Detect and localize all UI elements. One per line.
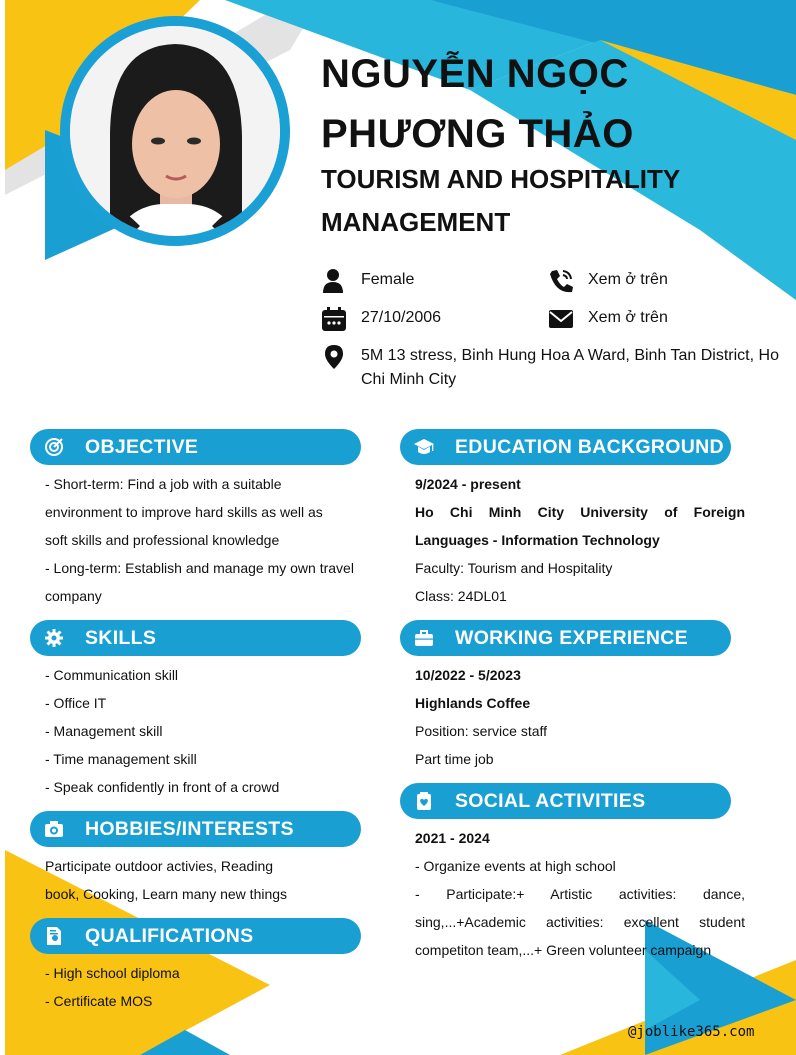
experience-period: 10/2022 - 5/2023 (415, 667, 521, 683)
social-body (415, 824, 745, 964)
birthday-text: 27/10/2006 (361, 309, 442, 326)
objective-line: - Long-term: Establish and manage my own travel (45, 560, 354, 576)
experience-header (400, 620, 731, 656)
birthday-row (321, 306, 541, 332)
education-school: Ho Chi Minh City University of Foreign Languages - Information Technology (415, 504, 745, 548)
job-title (321, 158, 781, 244)
objective-body (45, 470, 365, 610)
social-period: 2021 - 2024 (415, 830, 490, 846)
envelope-icon (548, 306, 574, 332)
hobbies-line: Participate outdoor activies, Reading (45, 858, 274, 874)
skills-list (45, 661, 365, 801)
education-body (415, 470, 745, 610)
social-line: - Participate:+ Artistic activities: dance, sing,...+Academic activities: excellent student competiton team,...+ Green volunteer campaign (415, 886, 745, 958)
objective-line: soft skills and professional knowledge (45, 532, 280, 548)
camera-icon (44, 819, 64, 839)
experience-position: Position: service staff (415, 723, 548, 739)
education-header (400, 429, 731, 465)
qualifications-heading: QUALIFICATIONS (85, 925, 254, 947)
name-line-2: PHƯƠNG THẢO (321, 112, 634, 156)
experience-type: Part time job (415, 751, 494, 767)
hobbies-header (30, 811, 361, 847)
experience-company: Highlands Coffee (415, 695, 531, 711)
title-line-1: TOURISM AND HOSPITALITY (321, 164, 681, 194)
gear-icon (44, 628, 64, 648)
social-header (400, 783, 731, 819)
email-text: Xem ở trên (588, 309, 668, 326)
target-icon (44, 437, 64, 457)
education-class: Class: 24DL01 (415, 588, 507, 604)
address-row (321, 344, 781, 394)
location-pin-icon (321, 344, 347, 370)
watermark: @joblike365.com (628, 1024, 755, 1040)
person-icon (321, 268, 347, 294)
qualifications-list (45, 959, 365, 1015)
skill-item: - Speak confidently in front of a crowd (45, 779, 280, 795)
portrait-illustration (70, 26, 280, 236)
hobbies-heading: HOBBIES/INTERESTS (85, 818, 294, 840)
skills-header (30, 620, 361, 656)
skill-item: - Office IT (45, 695, 107, 711)
education-period: 9/2024 - present (415, 476, 521, 492)
certificate-icon (44, 926, 64, 946)
graduation-cap-icon (414, 437, 434, 457)
skills-heading: SKILLS (85, 627, 157, 649)
qualification-item: - High school diploma (45, 965, 180, 981)
objective-line: environment to improve hard skills as well as (45, 504, 323, 520)
name-line-1: NGUYỄN NGỌC (321, 52, 629, 96)
objective-header (30, 429, 361, 465)
skill-item: - Communication skill (45, 667, 179, 683)
briefcase-icon (414, 628, 434, 648)
skill-item: - Time management skill (45, 751, 197, 767)
objective-line: company (45, 588, 102, 604)
hobbies-body (45, 852, 365, 908)
title-line-2: MANAGEMENT (321, 207, 511, 237)
phone-row (548, 268, 768, 294)
gender-row (321, 268, 541, 294)
email-row (548, 306, 768, 332)
address-text: 5M 13 stress, Binh Hung Hoa A Ward, Binh Tan District, Ho Chi Minh City (361, 347, 779, 388)
social-line: - Organize events at high school (415, 858, 616, 874)
education-heading: EDUCATION BACKGROUND (455, 436, 724, 458)
phone-text: Xem ở trên (588, 271, 668, 288)
volunteer-icon (414, 791, 434, 811)
education-faculty: Faculty: Tourism and Hospitality (415, 560, 613, 576)
social-heading: SOCIAL ACTIVITIES (455, 790, 646, 812)
phone-icon (548, 268, 574, 294)
skill-item: - Management skill (45, 723, 163, 739)
qualification-item: - Certificate MOS (45, 993, 153, 1009)
profile-photo (60, 16, 290, 246)
experience-heading: WORKING EXPERIENCE (455, 627, 688, 649)
objective-heading: OBJECTIVE (85, 436, 199, 458)
hobbies-line: book, Cooking, Learn many new things (45, 886, 288, 902)
qualifications-header (30, 918, 361, 954)
objective-line: - Short-term: Find a job with a suitable (45, 476, 282, 492)
gender-text: Female (361, 271, 415, 288)
calendar-icon (321, 306, 347, 332)
candidate-name (321, 44, 781, 164)
experience-body (415, 661, 745, 773)
